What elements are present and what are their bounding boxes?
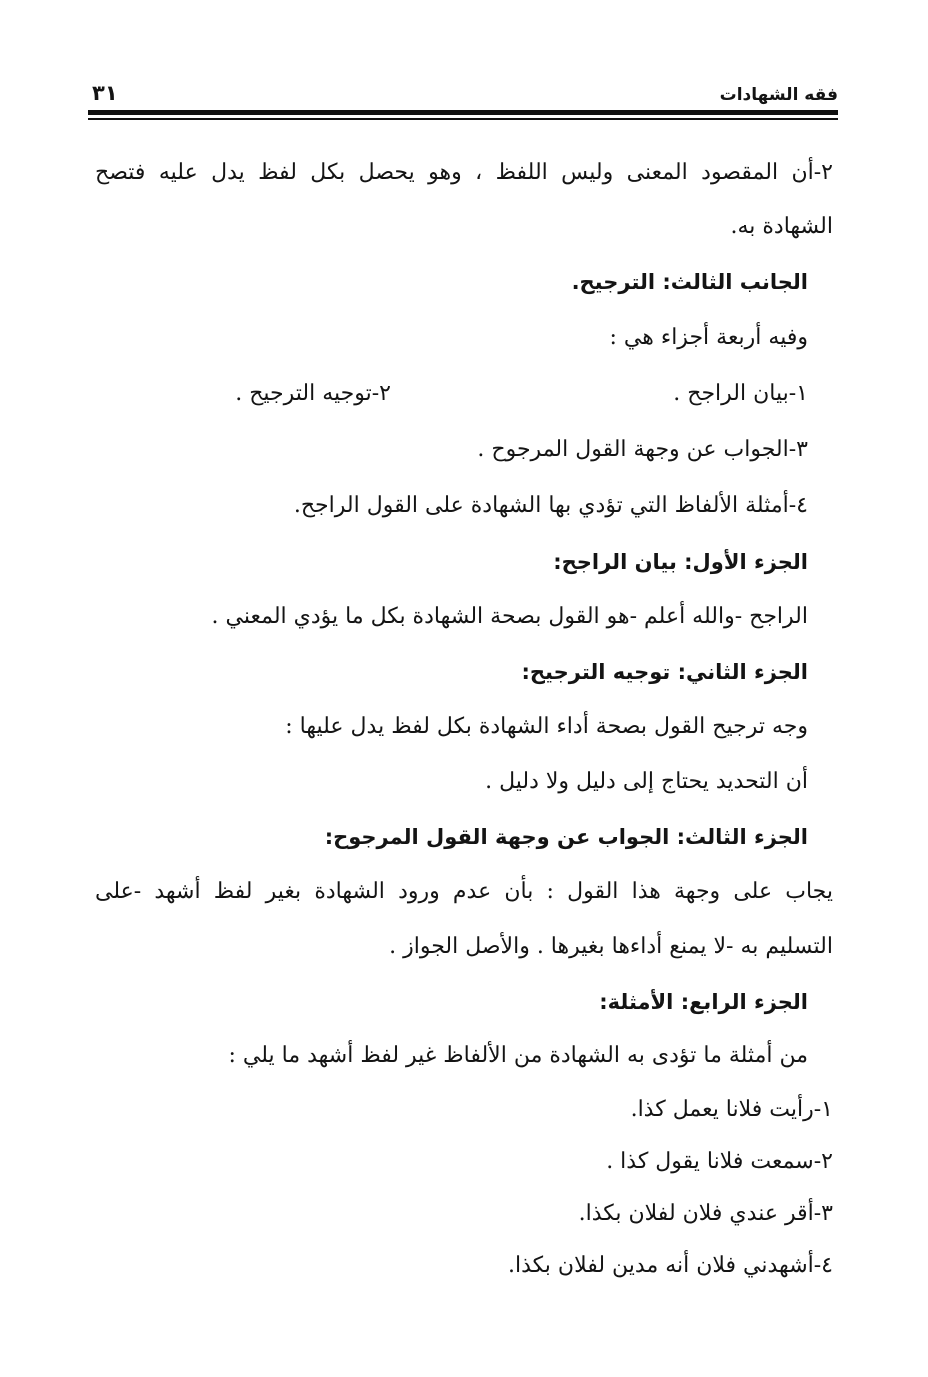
example-item: ٤-أشهدني فلان أنه مدين لفلان بكذا. bbox=[508, 1253, 833, 1278]
section-heading: الجانب الثالث: الترجيح. bbox=[571, 270, 808, 294]
body-line: التسليم به -لا يمنع أداءها بغيرها . والأصل الجواز . bbox=[389, 934, 833, 959]
list-item: ٢-توجيه الترجيح . bbox=[235, 381, 391, 406]
section-heading: الجزء الثالث: الجواب عن وجهة القول المرجوح: bbox=[324, 825, 808, 849]
list-item: ١-بيان الراجح . bbox=[673, 381, 808, 406]
header-rule-thick bbox=[88, 110, 838, 115]
running-header bbox=[88, 81, 838, 108]
body-line: يجاب على وجهة هذا القول : بأن عدم ورود الشهادة بغير لفظ أشهد -على bbox=[95, 879, 833, 904]
section-heading: الجزء الأول: بيان الراجح: bbox=[553, 550, 808, 574]
body-line: وجه ترجيح القول بصحة أداء الشهادة بكل لفظ يدل عليها : bbox=[285, 714, 808, 739]
list-item: ٣-الجواب عن وجهة القول المرجوح . bbox=[477, 437, 808, 462]
body-line: الراجح -والله أعلم -هو القول بصحة الشهادة بكل ما يؤدي المعني . bbox=[211, 604, 808, 629]
page-number: ٣١ bbox=[92, 81, 118, 105]
body-line: وفيه أربعة أجزاء هي : bbox=[609, 325, 808, 350]
body-line: أن التحديد يحتاج إلى دليل ولا دليل . bbox=[485, 769, 808, 794]
header-rule-thin bbox=[88, 118, 838, 120]
body-line: ٢-أن المقصود المعنى وليس اللفظ ، وهو يحصل بكل لفظ يدل عليه فتصح bbox=[95, 160, 833, 185]
section-heading: الجزء الرابع: الأمثلة: bbox=[599, 990, 808, 1014]
example-item: ١-رأيت فلانا يعمل كذا. bbox=[630, 1097, 833, 1122]
example-item: ٢-سمعت فلانا يقول كذا . bbox=[606, 1149, 833, 1174]
body-line: الشهادة به. bbox=[730, 214, 833, 239]
example-item: ٣-أقر عندي فلان لفلان بكذا. bbox=[578, 1201, 833, 1226]
list-item: ٤-أمثلة الألفاظ التي تؤدي بها الشهادة على القول الراجح. bbox=[293, 493, 808, 518]
section-heading: الجزء الثاني: توجيه الترجيح: bbox=[521, 660, 808, 684]
body-line: من أمثلة ما تؤدى به الشهادة من الألفاظ غير لفظ أشهد ما يلي : bbox=[228, 1043, 808, 1068]
book-title: فقه الشهادات bbox=[719, 85, 838, 105]
